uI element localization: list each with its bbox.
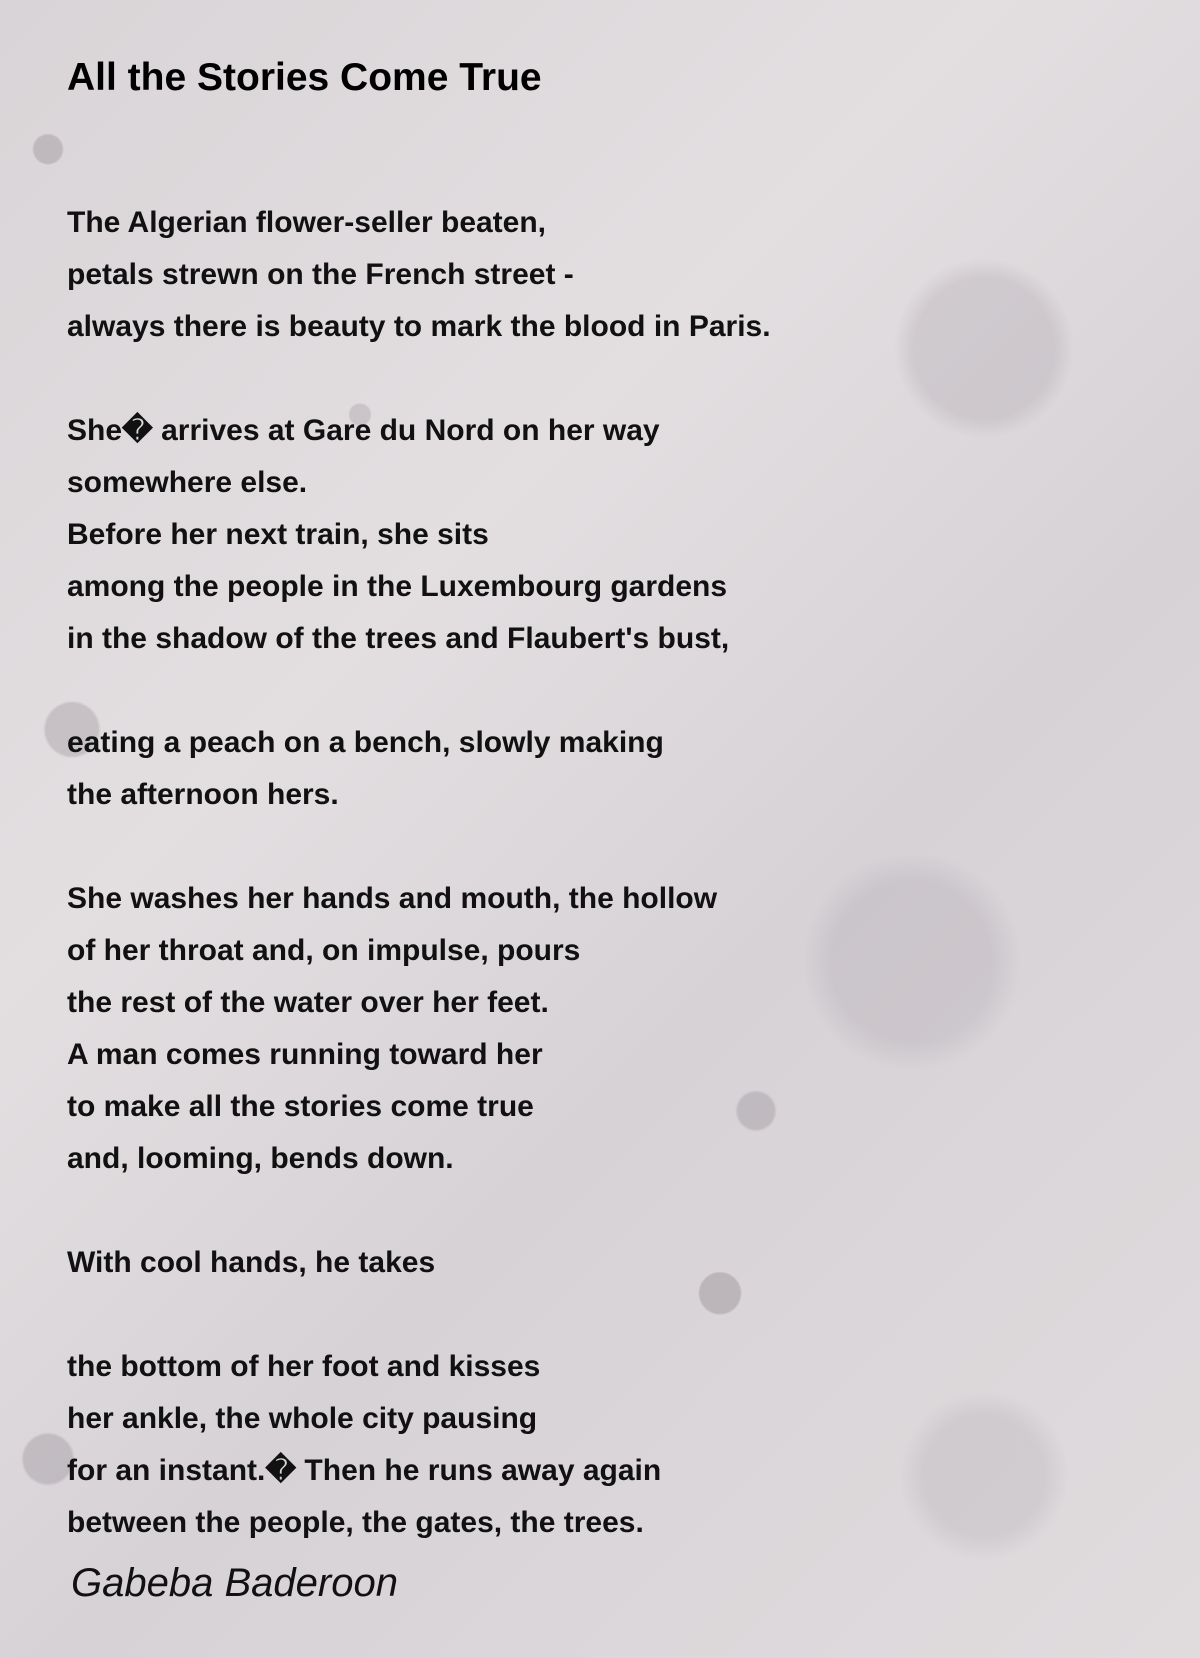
poem-line: eating a peach on a bench, slowly making — [67, 726, 664, 759]
poem-line: petals strewn on the French street - — [67, 258, 574, 291]
poem-line: She� arrives at Gare du Nord on her way — [67, 414, 660, 447]
poem-line: the rest of the water over her feet. — [67, 986, 549, 1019]
poem-line: somewhere else. — [67, 466, 308, 499]
poem-line: of her throat and, on impulse, pours — [67, 934, 581, 967]
poem-line: among the people in the Luxembourg gardens — [67, 570, 728, 603]
poem-line: With cool hands, he takes — [67, 1246, 436, 1279]
poem-author: Gabeba Baderoon — [71, 1561, 398, 1605]
poem-stanza — [67, 1237, 1127, 1289]
poem-line: The Algerian flower-seller beaten, — [67, 206, 547, 239]
poem-title: All the Stories Come True — [67, 56, 542, 99]
poem-stanza — [67, 197, 1127, 353]
poem-line: and, looming, bends down. — [67, 1142, 454, 1175]
poem-line: between the people, the gates, the trees. — [67, 1506, 644, 1539]
poem-stanza — [67, 873, 1127, 1185]
poem-line: A man comes running toward her — [67, 1038, 543, 1071]
poem-line: Before her next train, she sits — [67, 518, 489, 551]
poem-line: the afternoon hers. — [67, 778, 339, 811]
poem-line: She washes her hands and mouth, the hollow — [67, 882, 718, 915]
poem-line: to make all the stories come true — [67, 1090, 534, 1123]
poem-stanza — [67, 717, 1127, 821]
poem-line: for an instant.� Then he runs away again — [67, 1454, 662, 1487]
poem-line: the bottom of her foot and kisses — [67, 1350, 541, 1383]
poem-line: always there is beauty to mark the blood in Paris. — [67, 310, 771, 343]
poem-container — [67, 50, 1127, 1601]
poem-line: her ankle, the whole city pausing — [67, 1402, 538, 1435]
poem-line: in the shadow of the trees and Flaubert's bust, — [67, 622, 730, 655]
poem-stanza — [67, 405, 1127, 665]
poem-body — [67, 197, 1127, 1549]
poem-stanza — [67, 1341, 1127, 1549]
